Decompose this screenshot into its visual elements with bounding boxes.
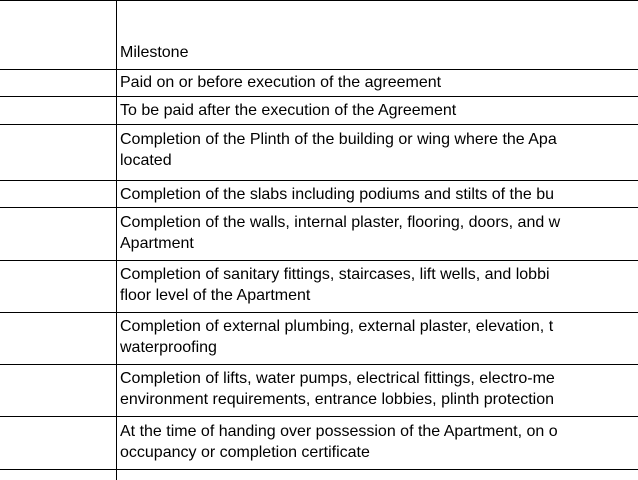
table-header-milestone (120, 42, 638, 63)
table-row (120, 129, 638, 171)
row-divider (0, 96, 638, 97)
table-row (120, 72, 638, 93)
milestone-text-continued: floor level of the Apartment (120, 287, 311, 304)
row-divider (0, 207, 638, 208)
milestone-text-continued: Apartment (120, 235, 194, 252)
milestone-text: Completion of the walls, internal plaster, flooring, doors, and w (120, 214, 561, 231)
milestone-text: Paid on or before execution of the agreement (120, 74, 442, 91)
table-row (120, 421, 638, 463)
milestone-text: Completion of the slabs including podiums and stilts of the bu (120, 186, 555, 203)
milestone-text: At the time of handing over possession of the Apartment, on o (120, 423, 558, 440)
row-divider (0, 416, 638, 417)
milestone-text-continued: occupancy or completion certificate (120, 444, 370, 461)
milestone-text: Completion of lifts, water pumps, electrical fittings, electro-me (120, 370, 555, 387)
row-divider (0, 0, 638, 1)
row-divider (0, 69, 638, 70)
table-row (120, 100, 638, 121)
milestone-text: Completion of the Plinth of the building or wing where the Apa (120, 131, 557, 148)
row-divider (0, 469, 638, 470)
row-divider (0, 124, 638, 125)
milestone-text: To be paid after the execution of the Agreement (120, 102, 457, 119)
header-label: Milestone (120, 44, 189, 61)
table-row (120, 316, 638, 358)
table-row (120, 264, 638, 306)
row-divider (0, 180, 638, 181)
milestone-text-continued: environment requirements, entrance lobbies, plinth protection (120, 391, 555, 408)
table-row (120, 212, 638, 254)
table-row (120, 368, 638, 410)
column-divider (116, 0, 117, 480)
milestone-text: Completion of external plumbing, external plaster, elevation, t (120, 318, 554, 335)
row-divider (0, 312, 638, 313)
row-divider (0, 364, 638, 365)
milestone-text-continued: located (120, 152, 172, 169)
milestone-text-continued: waterproofing (120, 339, 217, 356)
milestone-text: Completion of sanitary fittings, staircases, lift wells, and lobbi (120, 266, 550, 283)
row-divider (0, 260, 638, 261)
table-row (120, 184, 638, 205)
